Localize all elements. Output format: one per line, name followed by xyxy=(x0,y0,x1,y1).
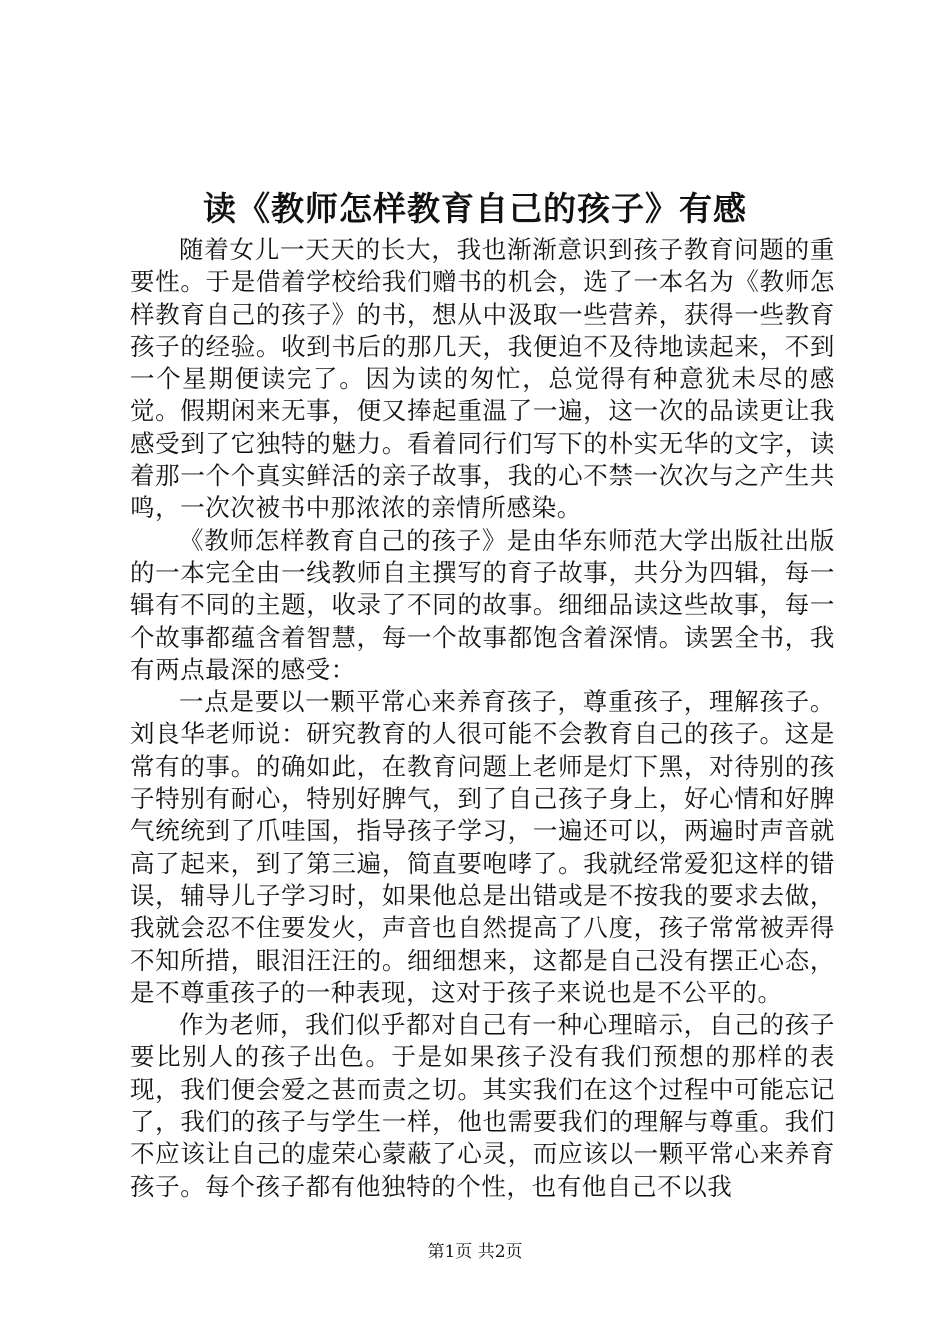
paragraph-2: 《教师怎样教育自己的孩子》是由华东师范大学出版社出版的一本完全由一线教师自主撰写的育子故事，共分为四辑，每一辑有不同的主题，收录了不同的故事。细细品读这些故事，每一个故事都蕴含着智慧，每一个故事都饱含着深情。读罢全书，我有两点最深的感受： xyxy=(130,525,835,684)
document-title: 读《教师怎样教育自己的孩子》有感 xyxy=(203,189,747,228)
paragraph-4: 作为老师，我们似乎都对自己有一种心理暗示，自己的孩子要比别人的孩子出色。于是如果孩子没有我们预想的那样的表现，我们便会爱之甚而责之切。其实我们在这个过程中可能忘记了，我们的孩子与学生一样，他也需要我们的理解与尊重。我们不应该让自己的虚荣心蒙蔽了心灵，而应该以一颗平常心来养育孩子。每个孩子都有他独特的个性，也有他自己不以我 xyxy=(130,1010,835,1201)
paragraph-1: 随着女儿一天天的长大，我也渐渐意识到孩子教育问题的重要性。于是借着学校给我们赠书的机会，选了一本名为《教师怎样教育自己的孩子》的书，想从中汲取一些营养，获得一些教育孩子的经验。收到书后的那几天，我便迫不及待地读起来，不到一个星期便读完了。因为读的匆忙，总觉得有种意犹未尽的感觉。假期闲来无事，便又捧起重温了一遍，这一次的品读更让我感受到了它独特的魅力。看着同行们写下的朴实无华的文字，读着那一个个真实鲜活的亲子故事，我的心不禁一次次与之产生共鸣，一次次被书中那浓浓的亲情所感染。 xyxy=(130,235,835,523)
page-number-footer: 第1页 共2页 xyxy=(427,1242,523,1262)
document-body xyxy=(130,234,835,1203)
paragraph-3: 一点是要以一颗平常心来养育孩子，尊重孩子，理解孩子。刘良华老师说：研究教育的人很可能不会教育自己的孩子。这是常有的事。的确如此，在教育问题上老师是灯下黑，对待别的孩子特别有耐心，特别好脾气，到了自己孩子身上，好心情和好脾气统统到了爪哇国，指导孩子学习，一遍还可以，两遍时声音就高了起来，到了第三遍，简直要咆哮了。我就经常爱犯这样的错误，辅导儿子学习时，如果他总是出错或是不按我的要求去做，我就会忍不住要发火，声音也自然提高了八度，孩子常常被弄得不知所措，眼泪汪汪的。细细想来，这都是自己没有摆正心态，是不尊重孩子的一种表现，这对于孩子来说也是不公平的。 xyxy=(130,687,835,1007)
